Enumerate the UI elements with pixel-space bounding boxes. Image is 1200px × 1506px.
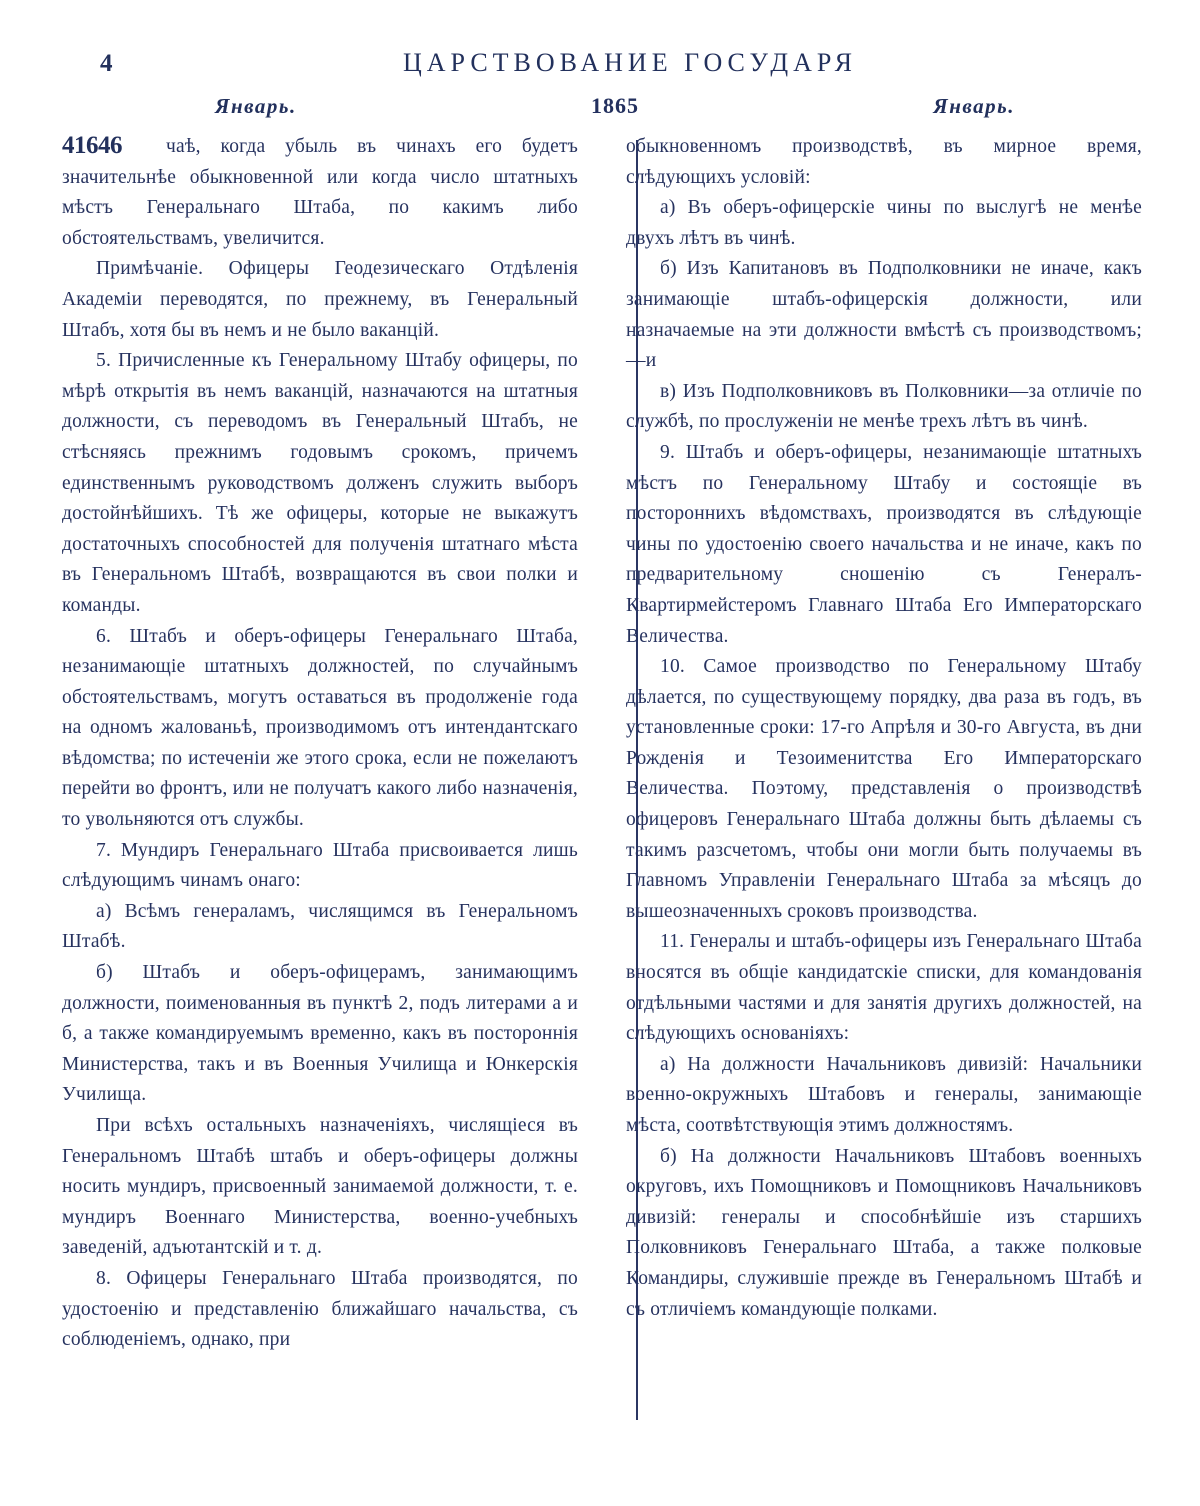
paragraph-note: Примѣчаніе. Офицеры Геодезическаго Отдѣленія Академіи переводятся, по прежнему, въ Генеральный Штабъ, хотя бы въ немъ и не было ваканцій.: [62, 258, 578, 341]
act-number: 41646: [62, 132, 122, 159]
year-label: 1865: [591, 93, 639, 118]
paragraph: 8. Офицеры Генеральнаго Штаба производятся, по удостоенію и представленію ближайшаго начальства, съ соблюденіемъ, однако, при: [62, 1267, 578, 1351]
page-subheader: [160, 93, 1040, 119]
paragraph: в) Изъ Подполковниковъ въ Полковники—за отличіе по службѣ, по прослуженіи не менѣе трехъ лѣтъ въ чинѣ.: [626, 380, 1142, 433]
paragraph: б) На должности Начальниковъ Штабовъ военныхъ округовъ, ихъ Помощниковъ и Помощниковъ Начальниковъ дивизій: генералы и способнѣйшіе изъ старшихъ Полковниковъ Генеральнаго Штаба, а также полковые Командиры, служившіе прежде въ Генеральномъ Штабѣ и съ отличіемъ командующіе полками.: [626, 1145, 1142, 1320]
left-column: [62, 132, 594, 1422]
paragraph: обыкновенномъ производствѣ, въ мирное время, слѣдующихъ условій:: [626, 136, 1142, 188]
paragraph: 6. Штабъ и оберъ-офицеры Генеральнаго Штаба, незанимающіе штатныхъ должностей, по случайнымъ обстоятельствамъ, могутъ оставаться въ продолженіе года на одномъ жалованьѣ, производимомъ отъ интендантскаго вѣдомства; по истеченіи же этого срока, если не пожелаютъ перейти во фронтъ, или не получатъ какого либо назначенія, то увольняются отъ службы.: [62, 625, 578, 831]
paragraph: б) Изъ Капитановъ въ Подполковники не иначе, какъ занимающіе штабъ-офицерскія должности, или назначаемые на эти должности вмѣстѣ съ производствомъ;—и: [626, 258, 1142, 372]
paragraph: б) Штабъ и оберъ-офицерамъ, занимающимъ должности, поименованныя въ пунктѣ 2, подъ литерами а и б, а также командируемымъ временно, какъ въ постороннія Министерства, такъ и въ Военныя Училища и Юнкерскія Училища.: [62, 962, 578, 1106]
paragraph: 5. Причисленные къ Генеральному Штабу офицеры, по мѣрѣ открытія въ немъ ваканцій, назначаются на штатныя должности, съ переводомъ въ Генеральный Штабъ, не стѣсняясь прежнимъ годовымъ срокомъ, причемъ единственнымъ руководствомъ долженъ служить выборъ достойнѣйшихъ. Тѣ же офицеры, которые не выкажутъ достаточныхъ способностей для полученія штатнаго мѣста въ Генеральномъ Штабѣ, возвращаются въ свои полки и команды.: [62, 350, 578, 616]
page-number: 4: [100, 50, 113, 77]
paragraph: При всѣхъ остальныхъ назначеніяхъ, числящіеся въ Генеральномъ Штабѣ штабъ и оберъ-офицеры должны носить мундиръ, присвоенный занимаемой должности, т. е. мундиръ Военнаго Министерства, военно-учебныхъ заведеній, адъютантскій и т. д.: [62, 1115, 578, 1259]
paragraph: 7. Мундиръ Генеральнаго Штаба присвоивается лишь слѣдующимъ чинамъ онаго:: [62, 839, 578, 892]
paragraph: 11. Генералы и штабъ-офицеры изъ Генеральнаго Штаба вносятся въ общіе кандидатскіе списки, для командованія отдѣльными частями и для занятія другихъ должностей, на слѣдующихъ основаніяхъ:: [626, 931, 1142, 1045]
paragraph: чаѣ, когда убыль въ чинахъ его будетъ значительнѣе обыкновенной или когда число штатныхъ мѣстъ Генеральнаго Штаба, по какимъ либо обстоятельствамъ, увеличится.: [62, 136, 578, 249]
month-right-label: Январь.: [933, 94, 1015, 118]
paragraph: а) Всѣмъ генераламъ, числящимся въ Генеральномъ Штабѣ.: [62, 900, 578, 953]
page-header: [100, 48, 1110, 78]
paragraph: 9. Штабъ и оберъ-офицеры, незанимающіе штатныхъ мѣстъ по Генеральному Штабу и состоящіе въ постороннихъ вѣдомствахъ, производятся въ слѣдующіе чины по удостоенію своего начальства и не иначе, какъ по предварительному сношенію съ Генералъ-Квартирмейстеромъ Главнаго Штаба Его Императорскаго Величества.: [626, 441, 1142, 647]
page-title: ЦАРСТВОВАНИЕ ГОСУДАРЯ: [402, 48, 858, 77]
right-column: [594, 132, 1142, 1422]
paragraph: 10. Самое производство по Генеральному Штабу дѣлается, по существующему порядку, два раза въ годъ, въ установленные сроки: 17-го Апрѣля и 30-го Августа, въ дни Рожденія и Тезоименитства Его Императорскаго Величества. Поэтому, представленія о производствѣ офицеровъ Генеральнаго Штаба должны быть дѣлаемы съ такимъ разсчетомъ, чтобы они могли быть получаемы въ Главномъ Управленіи Генеральнаго Штаба за мѣсяцъ до вышеозначенныхъ сроковъ производства.: [626, 656, 1142, 922]
month-left-label: Январь.: [215, 94, 297, 118]
body-columns: [62, 132, 1142, 1422]
paragraph: а) Въ оберъ-офицерскіе чины по выслугѣ не менѣе двухъ лѣтъ въ чинѣ.: [626, 197, 1142, 249]
paragraph: а) На должности Начальниковъ дивизій: Начальники военно-окружныхъ Штабовъ и генералы, занимающіе мѣста, соотвѣтствующія этимъ должностямъ.: [626, 1053, 1142, 1136]
